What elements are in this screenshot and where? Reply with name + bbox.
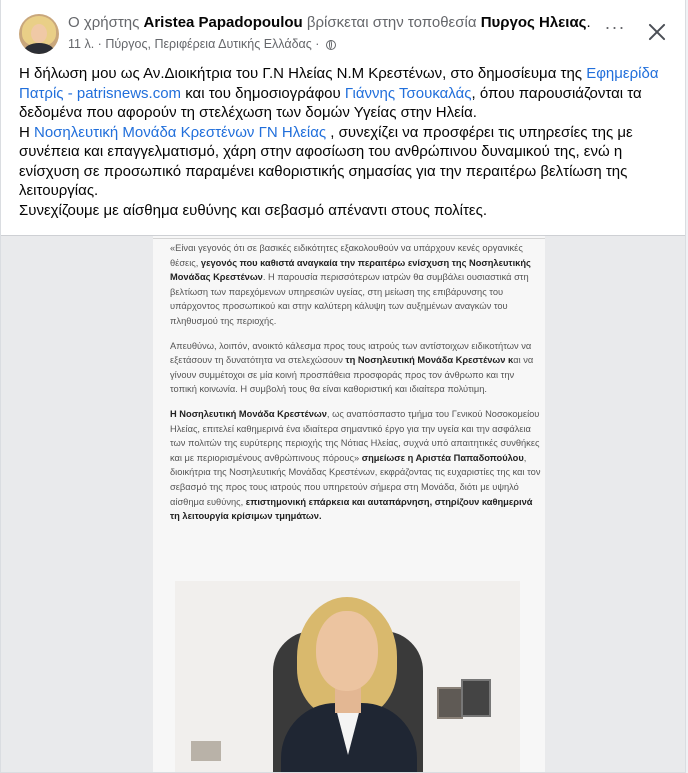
place-link[interactable]: Πύργος, Περιφέρεια Δυτικής Ελλάδας: [105, 37, 312, 51]
article-bold: Η Νοσηλευτική Μονάδα Κρεστένων: [170, 408, 327, 419]
person-face: [316, 611, 378, 691]
article-paragraph-3: [170, 407, 542, 524]
location-link[interactable]: Πυργος Ηλειας: [480, 14, 587, 31]
header-suffix: .: [586, 14, 591, 31]
avatar-face: [31, 24, 47, 43]
article-bold: τη Νοσηλευτική Μονάδα Κρεστένων κ: [345, 355, 514, 366]
article-bold: γεγονός που καθιστά αναγκαία την περαιτέρω ενίσχυση της Νοσηλευτικής Μονάδας Κρεστένων: [170, 257, 531, 283]
article-paragraph-1: [170, 241, 542, 329]
post-text-segment: και του δημοσιογράφου: [181, 84, 345, 102]
post-text-segment: , συνεχίζει να προσφέρει τις υπηρεσίες της με συνέπεια και επαγγελματισμό, χάρη στην αφοσίωση του ανθρώπινου δυναμικού της, ενώ η ενίσχυση σε προσωπικό παραμένει καθοριστικής σημασίας για την περαιτέρω βελτίωση της λειτουργίας.: [19, 123, 633, 199]
author-name[interactable]: Aristea Papadopoulou: [143, 14, 303, 31]
globe-icon: [326, 40, 336, 50]
desk-frame: [461, 679, 491, 717]
avatar-body: [24, 43, 54, 54]
post-header: [1, 0, 686, 62]
mention-tsoukalas[interactable]: Γιάννης Τσουκαλάς: [344, 84, 472, 102]
meta-separator-2: ·: [315, 37, 320, 51]
article-segment: «Είναι γεγονός ότι σε βασικές ειδικότητες εξακολουθούν να υπάρχουν κενές οργανικές θέσεις,: [170, 243, 523, 268]
post-paragraph-2: [19, 123, 684, 201]
article-paragraph-2: [170, 339, 542, 397]
portrait-photo: [175, 581, 520, 773]
article-segment: αι να γίνουν συμμέτοχοι σε μία κοινή προσπάθεια προσφοράς προς τον άνθρωπο και την τοπική κοινωνία. Η συμβολή τους θα είναι καθοριστική και ιδιαίτερα πολύτιμη.: [170, 355, 534, 395]
article-bold: σημείωσε η Αριστέα Παπαδοπούλου: [361, 452, 524, 463]
post-paragraph-3: Συνεχίζουμε με αίσθημα ευθύνης και σεβασμό απέναντι στους πολίτες.: [19, 201, 488, 219]
article-segment: Απευθύνω, λοιπόν, ανοικτό κάλεσμα προς τους ιατρούς των αντίστοιχων ειδικοτήτων να εξετάσουν τη δυνατότητα να στελεχώσουν: [170, 340, 532, 366]
post-image[interactable]: [1, 235, 686, 773]
post-paragraph-1: [19, 64, 684, 123]
more-options-button[interactable]: ···: [604, 17, 626, 37]
post-text-segment: Η: [19, 123, 34, 141]
article-segment: , ως αναπόσπαστο τμήμα του Γενικού Νοσοκομείου Ηλείας, επιτελεί καθημερινά ένα ιδιαίτερα σημαντικό έργο για την υγεία και την ασφάλεια των πολιτών της ευρύτερης περιοχής της Νότιας Ηλείας, συχνά υπό απαιτητικές συνθήκες και με περιορισμένους ανθρώπινους πόρους»: [170, 408, 540, 463]
post-timestamp[interactable]: 11 λ.: [68, 37, 95, 51]
desk-frame: [437, 687, 463, 719]
meta-separator: ·: [97, 37, 102, 51]
avatar[interactable]: [19, 14, 59, 54]
background-frame: [191, 741, 221, 761]
article-bold: επιστημονική επάρκεια και αυταπάρνηση, στηρίζουν καθημερινά τη λειτουργία κρίσιμων τμημάτων.: [170, 496, 533, 522]
header-prefix: Ο χρήστης: [68, 14, 140, 31]
article-text: [170, 241, 542, 534]
article-segment: , διοικήτρια της Νοσηλευτικής Μονάδας Κρεστένων, εκφράζοντας τις ευχαριστίες της και τον σεβασμό της προς τους ιατρούς που υπηρετούν σήμερα στη Μονάδα, διότι με υψηλό αίσθημα ευθύνης,: [170, 452, 541, 507]
close-icon[interactable]: [645, 20, 669, 44]
post-text-segment: , όπου παρουσιάζονται τα δεδομένα που αφορούν τη στελέχωση των δομών Υγείας στην Ηλεία.: [19, 84, 642, 121]
article-divider: [153, 238, 545, 239]
post-meta: [68, 37, 336, 51]
post-text-segment: Η δήλωση μου ως Αν.Διοικήτρια του Γ.Ν Ηλείας Ν.Μ Κρεστένων, στο δημοσίευμα της: [19, 65, 587, 82]
article-screenshot: [153, 236, 545, 773]
post-header-line: [68, 14, 591, 31]
mention-patris[interactable]: Εφημερίδα Πατρίς - patrisnews.com: [19, 65, 659, 102]
article-segment: . Η παρουσία περισσότερων ιατρών θα συμβάλει ουσιαστικά στη βελτίωση των παρεχόμενων υπηρεσιών υγείας, στη μείωση της επιβάρυνσης του υπάρχοντος προσωπικού και στην καλύτερη κάλυψη των αυξημένων αναγκών του πληθυσμού της περιοχής.: [170, 272, 529, 326]
mention-krestena-unit[interactable]: Νοσηλευτική Μονάδα Κρεστένων ΓΝ Ηλείας: [34, 123, 327, 141]
header-middle: βρίσκεται στην τοποθεσία: [306, 14, 477, 31]
post-text: [19, 64, 684, 220]
